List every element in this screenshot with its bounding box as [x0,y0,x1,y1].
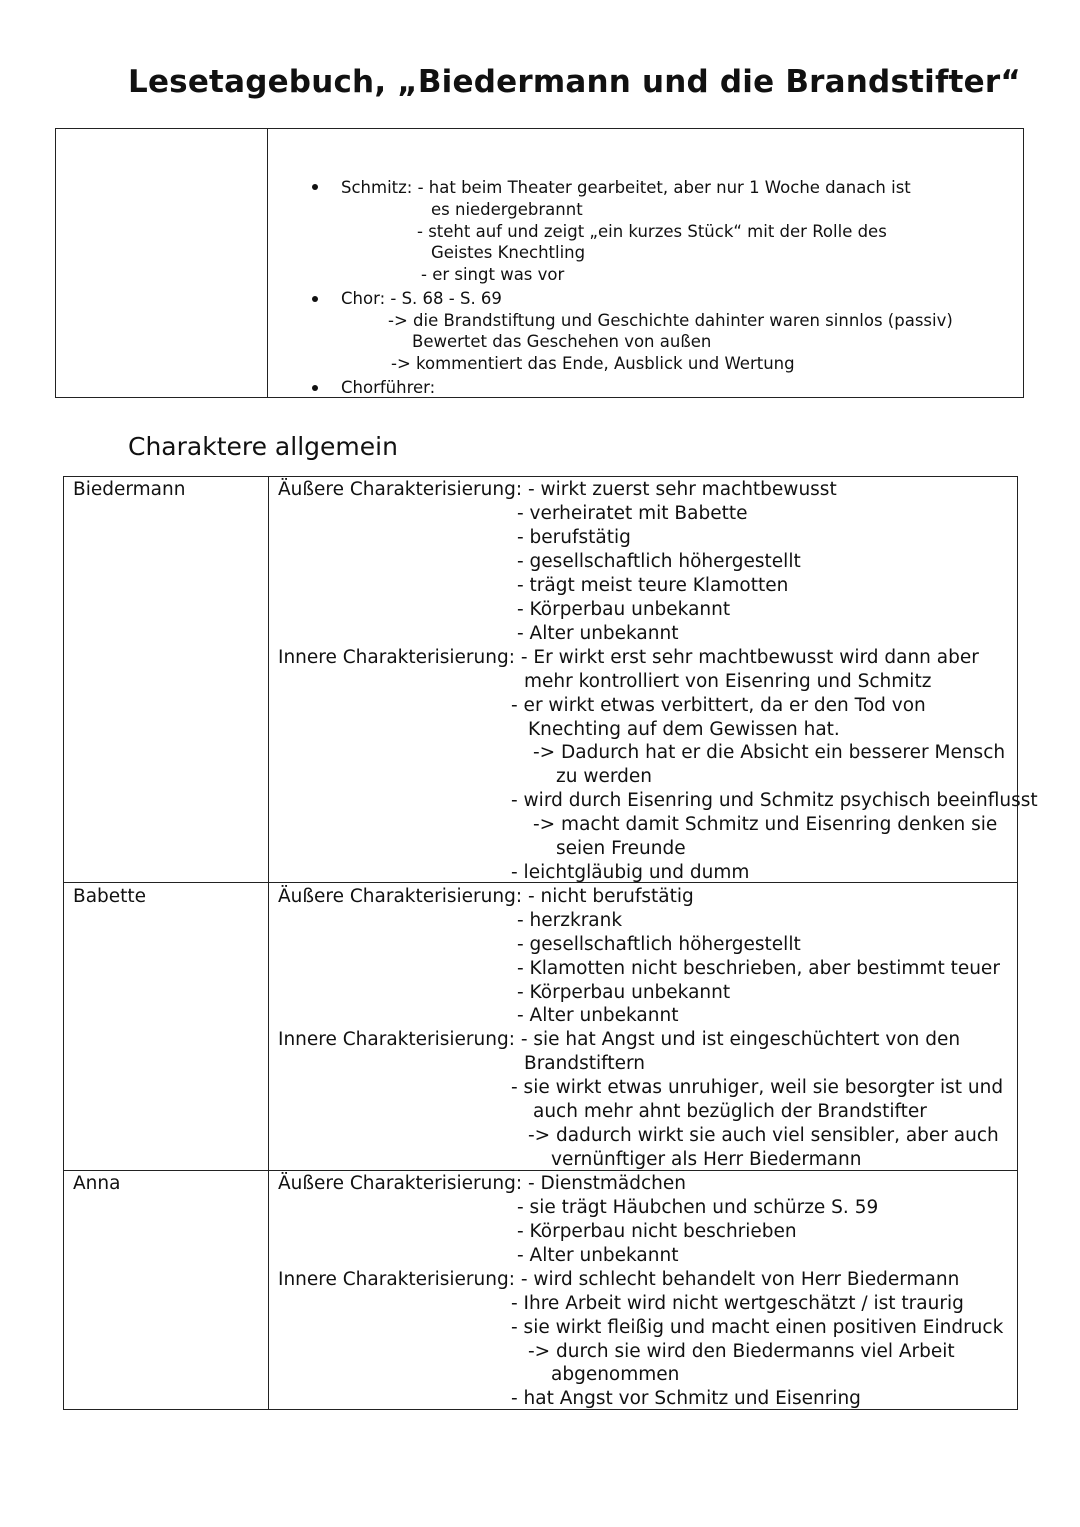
character-line: Brandstiftern [524,1053,645,1074]
note-line: -> die Brandstiftung und Geschichte dahinter waren sinnlos (passiv) [388,311,953,330]
character-line: - Alter unbekannt [517,1005,679,1026]
character-line: auch mehr ahnt bezüglich der Brandstifter [533,1101,927,1122]
page-title: Lesetagebuch, „Biedermann und die Brandstifter“ [128,64,1021,100]
character-line: - hat Angst vor Schmitz und Eisenring [511,1388,861,1409]
character-line: Innere Charakterisierung: - Er wirkt erst sehr machtbewusst wird dann aber [278,647,979,668]
note-line: es niedergebrannt [431,200,583,219]
character-line: - leichtgläubig und dumm [511,862,750,883]
note-line: Chor: - S. 68 - S. 69 [341,289,502,308]
character-line: - Ihre Arbeit wird nicht wertgeschätzt / ist traurig [511,1293,964,1314]
character-line: - berufstätig [517,527,631,548]
character-line: - sie wirkt fleißig und macht einen positiven Eindruck [511,1317,1004,1338]
character-line: Äußere Charakterisierung: - Dienstmädchen [278,1173,687,1194]
character-line: - sie wirkt etwas unruhiger, weil sie besorgter ist und [511,1077,1004,1098]
character-line: - verheiratet mit Babette [517,503,748,524]
note-line: - er singt was vor [421,265,565,284]
note-line: Geistes Knechtling [431,243,586,262]
character-line: mehr kontrolliert von Eisenring und Schmitz [524,671,932,692]
character-line: - Alter unbekannt [517,623,679,644]
section-title: Charaktere allgemein [128,432,398,461]
character-line: - gesellschaftlich höhergestellt [517,934,801,955]
character-line: - gesellschaftlich höhergestellt [517,551,801,572]
note-line: -> kommentiert das Ende, Ausblick und Wertung [391,354,795,373]
character-line: -> durch sie wird den Biedermanns viel Arbeit [528,1341,955,1362]
character-line: - sie trägt Häubchen und schürze S. 59 [517,1197,879,1218]
character-line: seien Freunde [556,838,686,859]
character-name: Anna [73,1173,121,1194]
character-line: abgenommen [551,1364,680,1385]
bullet-icon [312,296,318,302]
column-divider [268,477,269,1409]
character-line: Innere Charakterisierung: - sie hat Angst und ist eingeschüchtert von den [278,1029,961,1050]
note-line: Chorführer: [341,378,436,397]
character-line: zu werden [556,766,652,787]
bullet-icon [312,385,318,391]
character-line: - Alter unbekannt [517,1245,679,1266]
character-line: -> macht damit Schmitz und Eisenring denken sie [533,814,998,835]
character-line: Knechting auf dem Gewissen hat. [528,719,840,740]
character-name: Babette [73,886,147,907]
character-line: - wird durch Eisenring und Schmitz psychisch beeinflusst [511,790,1038,811]
character-line: - Körperbau unbekannt [517,982,731,1003]
character-line: - herzkrank [517,910,623,931]
character-line: -> Dadurch hat er die Absicht ein besserer Mensch [533,742,1006,763]
bullet-icon [312,184,318,190]
note-line: - steht auf und zeigt „ein kurzes Stück“ mit der Rolle des [417,222,887,241]
character-line: Äußere Charakterisierung: - nicht berufstätig [278,886,694,907]
column-divider [267,129,268,397]
character-line: -> dadurch wirkt sie auch viel sensibler, aber auch [528,1125,999,1146]
note-line: Bewertet das Geschehen von außen [412,332,712,351]
character-line: - trägt meist teure Klamotten [517,575,789,596]
character-line: vernünftiger als Herr Biedermann [551,1149,862,1170]
character-name: Biedermann [73,479,186,500]
character-line: - Klamotten nicht beschrieben, aber bestimmt teuer [517,958,1000,979]
note-line: Schmitz: - hat beim Theater gearbeitet, aber nur 1 Woche danach ist [341,178,911,197]
character-line: Innere Charakterisierung: - wird schlecht behandelt von Herr Biedermann [278,1269,960,1290]
character-line: - Körperbau nicht beschrieben [517,1221,797,1242]
row-divider [64,1170,1017,1171]
character-line: Äußere Charakterisierung: - wirkt zuerst sehr machtbewusst [278,479,837,500]
character-line: - er wirkt etwas verbittert, da er den Tod von [511,695,926,716]
character-line: - Körperbau unbekannt [517,599,731,620]
